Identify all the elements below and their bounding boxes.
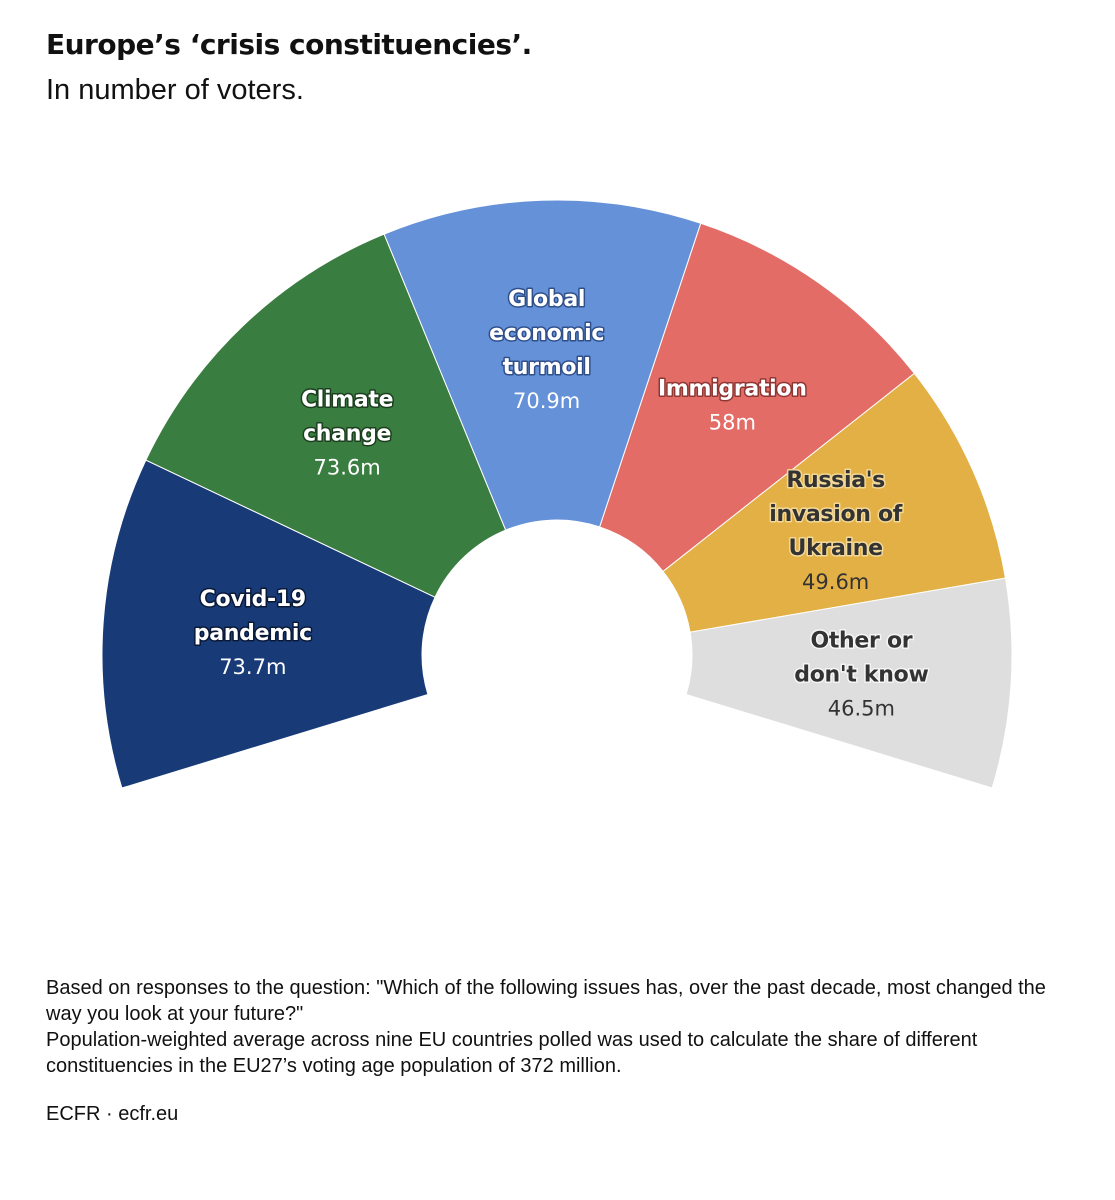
slice-label-2-line-0: Global — [508, 287, 586, 313]
footnote-question: Based on responses to the question: "Which of the following issues has, over the past decade, most changed the way you look at your future?" — [46, 977, 1046, 1025]
chart-subtitle: In number of voters. — [46, 74, 304, 106]
slice-label-4-line-0: Russia's — [786, 468, 885, 494]
chart-title: Europe’s ‘crisis constituencies’. — [46, 28, 532, 61]
slice-label-2-line-2: turmoil — [502, 355, 591, 381]
chart-source: ECFR · ecfr.eu — [46, 1103, 179, 1125]
slice-label-1-line-1: change — [303, 421, 392, 447]
slice-label-5-line-0: Other or — [810, 628, 913, 654]
slice-label-3-line-0: Immigration — [658, 376, 807, 402]
slice-value-label-3: 58m — [708, 410, 756, 435]
slice-label-0-line-1: pandemic — [193, 620, 312, 646]
slice-label-1-line-0: Climate — [300, 387, 394, 413]
slice-label-5-line-1: don't know — [794, 662, 929, 688]
footnote-method: Population-weighted average across nine EU countries polled was used to calculate the share of different constituencies in the EU27’s voting age population of 372 million. — [46, 1029, 978, 1077]
slice-label-4-line-1: invasion of — [769, 502, 903, 528]
slice-value-label-0: 73.7m — [219, 654, 287, 679]
slice-value-label-5: 46.5m — [827, 696, 895, 721]
slice-label-2-line-1: economic — [489, 321, 605, 347]
slice-value-label-1: 73.6m — [313, 455, 381, 480]
slice-value-label-4: 49.6m — [802, 570, 870, 595]
slice-label-4-line-2: Ukraine — [788, 536, 883, 562]
chart-footnote — [46, 975, 1076, 1079]
slice-label-0-line-0: Covid-19 — [199, 586, 306, 612]
slice-value-label-2: 70.9m — [512, 389, 581, 414]
